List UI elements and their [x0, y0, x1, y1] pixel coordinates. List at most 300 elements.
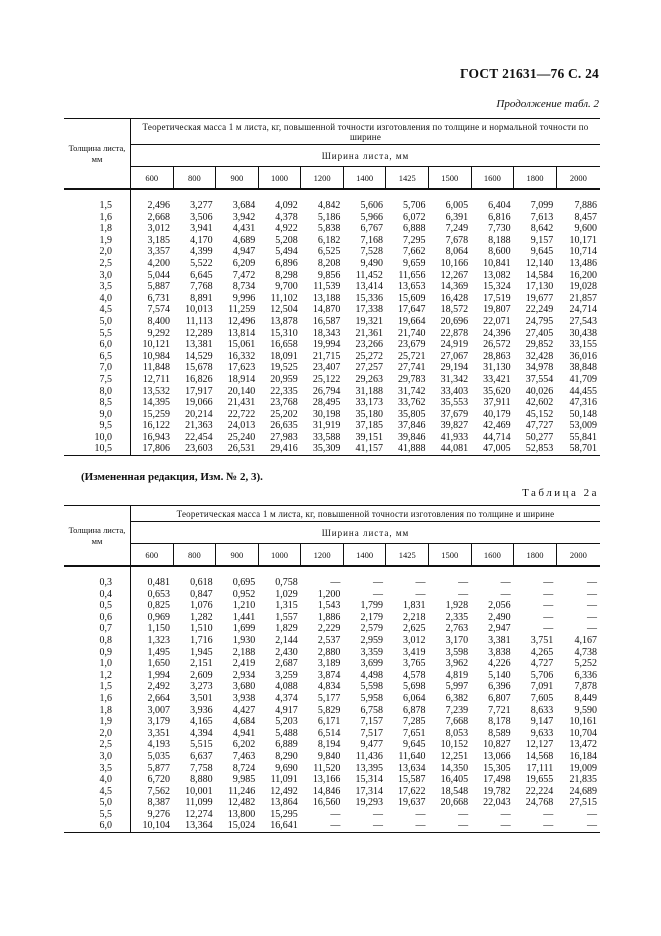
mass-cell: —: [301, 820, 344, 832]
width-column-header: 1425: [386, 167, 429, 190]
width-column-header: 2000: [556, 544, 600, 567]
width-column-header: 1600: [471, 167, 514, 190]
thickness-cell: 0,4: [99, 588, 112, 600]
thickness-header: Толщина листа, мм: [64, 119, 130, 190]
mass-cell: 5,522: [190, 257, 213, 269]
mass-cell: 6,404: [488, 200, 511, 211]
thickness-cell: 0,8: [99, 634, 112, 646]
mass-cell: 6,391: [445, 211, 469, 223]
mass-cell: 12,711: [130, 374, 173, 386]
mass-cell: 22,071: [483, 315, 511, 327]
mass-cell: 37,846: [398, 420, 426, 432]
mass-cell: 18,548: [440, 785, 469, 797]
mass-cell: 25,122: [312, 373, 341, 385]
mass-cell: 3,598: [445, 646, 469, 658]
mass-cell: 4,947: [232, 246, 256, 258]
thickness-cell: 7,5: [99, 373, 112, 385]
mass-cell: 9,840: [317, 750, 341, 762]
thickness-cell: 2,5: [99, 739, 112, 751]
mass-cell: —: [587, 600, 597, 612]
mass-cell: 3,941: [190, 223, 213, 235]
mass-cell: 6,382: [445, 692, 469, 704]
mass-cell: 31,742: [398, 385, 426, 397]
mass-cell: —: [587, 577, 597, 588]
table-row: [64, 270, 600, 282]
mass-cell: 19,525: [270, 362, 298, 374]
mass-cell: —: [500, 577, 511, 588]
mass-cell: 2,537: [317, 634, 341, 646]
thickness-cell: 9,5: [99, 420, 112, 432]
mass-cell: 3,170: [445, 634, 469, 646]
mass-cell: 12,267: [440, 269, 469, 281]
mass-cell: 11,640: [398, 750, 426, 762]
mass-cell: 3,699: [360, 658, 383, 670]
mass-cell: 9,856: [317, 269, 341, 281]
mass-cell: 8,208: [317, 257, 341, 269]
mass-cell: 17,130: [525, 281, 554, 293]
mass-cell: 3,874: [317, 669, 341, 681]
mass-cell: 21,431: [227, 397, 256, 409]
table-row: [64, 600, 600, 612]
thickness-cell: 5,0: [99, 315, 112, 327]
mass-cell: 7,613: [530, 211, 554, 223]
mass-cell: 50,277: [525, 431, 554, 443]
mass-cell: 3,273: [190, 681, 213, 693]
mass-cell: 32,428: [525, 350, 554, 362]
mass-cell: 10,166: [440, 257, 469, 269]
mass-cell: 27,257: [355, 362, 383, 374]
thickness-cell: 3,0: [99, 269, 112, 281]
table-row: [64, 589, 600, 601]
mass-cell: 3,277: [190, 200, 213, 211]
mass-cell: 13,082: [483, 269, 511, 281]
thickness-cell: 4,5: [99, 304, 112, 316]
mass-cell: 21,361: [355, 327, 383, 339]
mass-cell: 35,805: [398, 408, 426, 420]
mass-cell: 13,414: [355, 281, 383, 293]
mass-cell: 1,930: [232, 634, 256, 646]
mass-cell: 12,289: [185, 327, 213, 339]
mass-cell: 7,662: [403, 246, 426, 258]
mass-cell: 12,274: [185, 808, 213, 820]
mass-cell: 4,092: [275, 200, 298, 211]
width-column-header: 1500: [429, 167, 472, 190]
mass-cell: —: [556, 820, 600, 832]
mass-cell: 20,214: [185, 408, 213, 420]
mass-cell: —: [543, 611, 554, 623]
mass-cell: 5,958: [360, 692, 383, 704]
mass-cell: 19,637: [398, 797, 426, 809]
mass-cell: —: [415, 808, 426, 820]
mass-cell: 6,807: [488, 692, 511, 704]
mass-cell: 29,416: [258, 443, 301, 455]
mass-cell: 15,587: [398, 774, 426, 786]
mass-cell: 14,846: [312, 785, 341, 797]
width-column-header: 1400: [343, 544, 386, 567]
mass-cell: 0,695: [232, 577, 256, 588]
mass-cell: 4,167: [574, 634, 597, 646]
mass-cell: 1,650: [130, 658, 173, 670]
thickness-cell: 1,8: [99, 704, 112, 716]
mass-cell: 8,734: [232, 281, 256, 293]
mass-cell: 31,919: [312, 420, 341, 432]
mass-cell: 30,198: [312, 408, 341, 420]
mass-cell: 15,324: [483, 281, 511, 293]
mass-cell: 19,782: [483, 785, 511, 797]
mass-cell: 10,013: [185, 304, 213, 316]
mass-cell: 4,265: [530, 646, 554, 658]
mass-cell: 13,800: [227, 808, 256, 820]
mass-cell: 2,218: [403, 611, 426, 623]
mass-cell: 1,945: [190, 646, 213, 658]
mass-cell: 2,579: [360, 623, 383, 635]
mass-cell: 8,188: [488, 234, 511, 246]
mass-cell: 8,600: [488, 246, 511, 258]
mass-cell: 3,765: [403, 658, 426, 670]
mass-cell: 3,179: [130, 716, 173, 728]
mass-cell: 11,656: [398, 269, 426, 281]
mass-cell: 6,336: [574, 669, 597, 681]
mass-cell: 4,200: [130, 258, 173, 270]
mass-cell: —: [587, 623, 597, 635]
mass-cell: 24,013: [227, 420, 256, 432]
mass-cell: —: [500, 588, 511, 600]
mass-cell: 2,668: [130, 212, 173, 224]
mass-table-normal-width: [64, 118, 600, 456]
mass-cell: 1,699: [232, 623, 256, 635]
mass-cell: 15,305: [483, 762, 511, 774]
mass-cell: 29,783: [398, 373, 426, 385]
mass-cell: 0,847: [190, 588, 213, 600]
mass-cell: 17,519: [483, 292, 511, 304]
mass-cell: 21,857: [569, 292, 597, 304]
mass-cell: 6,731: [130, 293, 173, 305]
mass-cell: 27,741: [398, 362, 426, 374]
mass-cell: 24,689: [569, 785, 597, 797]
mass-cell: 1,282: [190, 611, 213, 623]
mass-cell: 3,936: [190, 704, 213, 716]
mass-cell: 7,099: [530, 200, 554, 211]
mass-cell: 11,259: [228, 304, 256, 316]
mass-cell: 6,072: [403, 211, 426, 223]
table-row: [64, 693, 600, 705]
width-column-header: 1000: [258, 167, 301, 190]
table-row: [64, 774, 600, 786]
mass-cell: 8,633: [530, 704, 554, 716]
width-column-header: 900: [216, 544, 259, 567]
mass-cell: 26,572: [483, 339, 511, 351]
thickness-cell: 1,6: [99, 692, 112, 704]
width-column-header: 1200: [301, 167, 344, 190]
mass-cell: 15,609: [398, 292, 426, 304]
width-column-header: 1800: [514, 167, 557, 190]
width-column-header: 800: [173, 544, 216, 567]
mass-cell: —: [543, 808, 554, 820]
mass-cell: 15,259: [130, 409, 173, 421]
thickness-cell: 6,0: [99, 339, 112, 351]
table-row: [64, 647, 600, 659]
mass-cell: 53,009: [569, 420, 597, 432]
mass-cell: 45,152: [525, 408, 554, 420]
mass-cell: 15,678: [185, 362, 213, 374]
mass-cell: 20,959: [270, 373, 298, 385]
mass-cell: 13,532: [130, 386, 173, 398]
mass-cell: 8,064: [445, 246, 469, 258]
mass-cell: 1,886: [317, 611, 341, 623]
table-row: [64, 328, 600, 340]
thickness-cell: 1,6: [99, 211, 112, 223]
mass-cell: 13,472: [569, 739, 597, 751]
mass-cell: 37,911: [483, 397, 511, 409]
mass-cell: 13,878: [270, 315, 298, 327]
mass-cell: 3,506: [190, 211, 213, 223]
mass-cell: 42,469: [483, 420, 511, 432]
mass-cell: 7,517: [360, 727, 383, 739]
mass-cell: 1,831: [403, 600, 426, 612]
mass-cell: 15,310: [270, 327, 298, 339]
mass-cell: 2,419: [232, 658, 256, 670]
mass-cell: 4,165: [190, 716, 213, 728]
thickness-cell: 10,5: [64, 443, 130, 455]
mass-cell: —: [543, 577, 554, 588]
mass-cell: 15,336: [355, 292, 383, 304]
mass-cell: 2,229: [317, 623, 341, 635]
mass-cell: 1,150: [130, 623, 173, 635]
table-row: [64, 443, 600, 455]
mass-cell: 13,188: [312, 292, 341, 304]
mass-cell: 37,185: [355, 420, 383, 432]
mass-cell: 34,978: [525, 362, 554, 374]
mass-cell: 3,419: [403, 646, 426, 658]
mass-cell: 22,878: [440, 327, 469, 339]
mass-cell: 20,140: [227, 385, 256, 397]
thickness-cell: 5,5: [99, 808, 112, 820]
mass-cell: 3,751: [530, 634, 554, 646]
mass-cell: 4,431: [232, 223, 256, 235]
mass-cell: 1,928: [445, 600, 469, 612]
mass-cell: 16,587: [312, 315, 341, 327]
mass-cell: 27,983: [270, 431, 298, 443]
mass-cell: 19,677: [525, 292, 554, 304]
mass-cell: 3,962: [445, 658, 469, 670]
mass-cell: 7,721: [488, 704, 511, 716]
mass-cell: 6,720: [130, 774, 173, 786]
mass-cell: 18,572: [440, 304, 469, 316]
mass-cell: 17,111: [526, 762, 554, 774]
mass-cell: 3,185: [130, 235, 173, 247]
mass-cell: 17,647: [398, 304, 426, 316]
table-row: [64, 293, 600, 305]
mass-cell: 10,827: [483, 739, 511, 751]
table-row: [64, 281, 600, 293]
mass-cell: 9,659: [403, 257, 426, 269]
table-row: [64, 670, 600, 682]
mass-cell: 9,985: [232, 774, 256, 786]
mass-cell: 19,807: [483, 304, 511, 316]
table-row: [64, 432, 600, 444]
mass-cell: 25,272: [355, 350, 383, 362]
mass-cell: 9,645: [403, 739, 426, 751]
mass-cell: 18,343: [312, 327, 341, 339]
mass-cell: 5,044: [130, 270, 173, 282]
mass-cell: 12,504: [270, 304, 298, 316]
thickness-cell: 3,5: [99, 762, 112, 774]
mass-cell: 9,633: [530, 727, 554, 739]
mass-cell: 7,886: [574, 200, 597, 211]
mass-cell: 6,209: [232, 257, 256, 269]
mass-cell: 9,590: [574, 704, 597, 716]
mass-cell: 2,934: [232, 669, 256, 681]
mass-cell: 4,394: [190, 727, 213, 739]
mass-cell: 5,966: [360, 211, 383, 223]
mass-cell: 17,498: [483, 774, 511, 786]
mass-cell: 25,202: [270, 408, 298, 420]
table-row: [64, 739, 600, 751]
mass-cell: 3,012: [130, 223, 173, 235]
mass-cell: 9,292: [130, 328, 173, 340]
mass-cell: 1,994: [130, 670, 173, 682]
mass-cell: 10,171: [569, 234, 597, 246]
mass-cell: 3,189: [317, 658, 341, 670]
thickness-cell: 0,5: [99, 600, 112, 612]
mass-cell: 29,263: [355, 373, 383, 385]
table-row: [64, 763, 600, 775]
mass-cell: 1,029: [275, 588, 298, 600]
mass-cell: 39,151: [355, 431, 383, 443]
mass-cell: 4,427: [232, 704, 256, 716]
width-header-row: [64, 167, 600, 190]
mass-cell: 6,888: [403, 223, 426, 235]
mass-cell: —: [386, 820, 429, 832]
mass-cell: 1,716: [190, 634, 213, 646]
mass-cell: —: [471, 820, 514, 832]
table-row: [64, 716, 600, 728]
mass-cell: 10,104: [130, 820, 173, 832]
mass-cell: 3,007: [130, 705, 173, 717]
mass-cell: 0,653: [130, 589, 173, 601]
table-row: [64, 705, 600, 717]
mass-cell: 47,727: [525, 420, 554, 432]
mass-cell: 11,436: [355, 750, 383, 762]
mass-cell: 24,714: [569, 304, 597, 316]
mass-cell: —: [343, 820, 386, 832]
mass-cell: 5,488: [275, 727, 298, 739]
mass-cell: 5,829: [317, 704, 341, 716]
mass-cell: 7,239: [445, 704, 469, 716]
mass-cell: 15,295: [270, 808, 298, 820]
table-row: [64, 786, 600, 798]
mass-cell: 12,492: [270, 785, 298, 797]
mass-cell: 21,740: [398, 327, 426, 339]
mass-cell: 16,200: [569, 269, 597, 281]
mass-cell: 44,714: [483, 431, 511, 443]
mass-cell: 8,891: [190, 292, 213, 304]
mass-cell: 7,528: [360, 246, 383, 258]
mass-cell: 23,266: [355, 339, 383, 351]
mass-cell: 8,400: [130, 316, 173, 328]
mass-cell: 2,490: [488, 611, 511, 623]
mass-cell: 7,574: [130, 304, 173, 316]
mass-cell: 41,933: [440, 431, 469, 443]
mass-cell: 10,121: [130, 339, 173, 351]
page-header: ГОСТ 21631—76 С. 24: [460, 66, 599, 81]
mass-cell: 22,224: [525, 785, 554, 797]
mass-cell: 4,088: [275, 681, 298, 693]
table-row: [64, 809, 600, 821]
mass-cell: 4,684: [232, 716, 256, 728]
mass-cell: 13,364: [173, 820, 216, 832]
mass-cell: 31,188: [355, 385, 383, 397]
table-row: [64, 362, 600, 374]
mass-cell: —: [543, 600, 554, 612]
mass-cell: 4,819: [445, 669, 469, 681]
mass-cell: 22,335: [270, 385, 298, 397]
mass-cell: 27,405: [525, 327, 554, 339]
width-column-header: 800: [173, 167, 216, 190]
mass-cell: 7,562: [130, 786, 173, 798]
table-row: [64, 751, 600, 763]
mass-cell: 7,605: [530, 692, 554, 704]
mass-cell: 12,140: [525, 257, 554, 269]
mass-cell: 16,122: [130, 420, 173, 432]
mass-cell: 5,186: [317, 211, 341, 223]
mass-cell: 13,486: [569, 257, 597, 269]
thickness-cell: 4,0: [99, 292, 112, 304]
mass-cell: 13,066: [483, 750, 511, 762]
mass-cell: 6,645: [190, 269, 213, 281]
mass-cell: 8,194: [317, 739, 341, 751]
mass-cell: 4,378: [275, 211, 298, 223]
mass-cell: 1,829: [275, 623, 298, 635]
table-row: [64, 339, 600, 351]
mass-cell: 16,641: [258, 820, 301, 832]
mass-cell: 9,157: [530, 234, 554, 246]
mass-cell: —: [458, 808, 469, 820]
mass-cell: 8,880: [190, 774, 213, 786]
mass-cell: 33,403: [440, 385, 469, 397]
mass-cell: 31,342: [440, 373, 469, 385]
thickness-cell: 1,8: [99, 223, 112, 235]
mass-cell: 3,012: [403, 634, 426, 646]
mass-cell: 7,878: [574, 681, 597, 693]
mass-cell: 26,635: [270, 420, 298, 432]
mass-cell: 47,005: [471, 443, 514, 455]
mass-cell: 10,841: [483, 257, 511, 269]
thickness-cell: 0,6: [99, 611, 112, 623]
mass-cell: 8,724: [232, 762, 256, 774]
table-row: [64, 820, 600, 832]
mass-cell: 8,457: [574, 211, 597, 223]
thickness-cell: 8,0: [99, 385, 112, 397]
mass-cell: 3,259: [275, 669, 298, 681]
mass-cell: 6,878: [403, 704, 426, 716]
mass-cell: 26,794: [312, 385, 341, 397]
mass-cell: 2,880: [317, 646, 341, 658]
mass-cell: 7,463: [232, 750, 256, 762]
mass-cell: 5,035: [130, 751, 173, 763]
mass-cell: —: [543, 588, 554, 600]
mass-cell: 27,067: [440, 350, 469, 362]
mass-cell: 2,496: [130, 200, 173, 212]
mass-cell: 4,689: [232, 234, 256, 246]
mass-cell: 6,889: [275, 739, 298, 751]
mass-cell: 41,709: [569, 373, 597, 385]
mass-cell: 8,178: [488, 716, 511, 728]
mass-cell: 0,758: [275, 577, 298, 588]
thickness-cell: 2,0: [99, 246, 112, 258]
mass-cell: 10,704: [569, 727, 597, 739]
mass-cell: 33,588: [312, 431, 341, 443]
